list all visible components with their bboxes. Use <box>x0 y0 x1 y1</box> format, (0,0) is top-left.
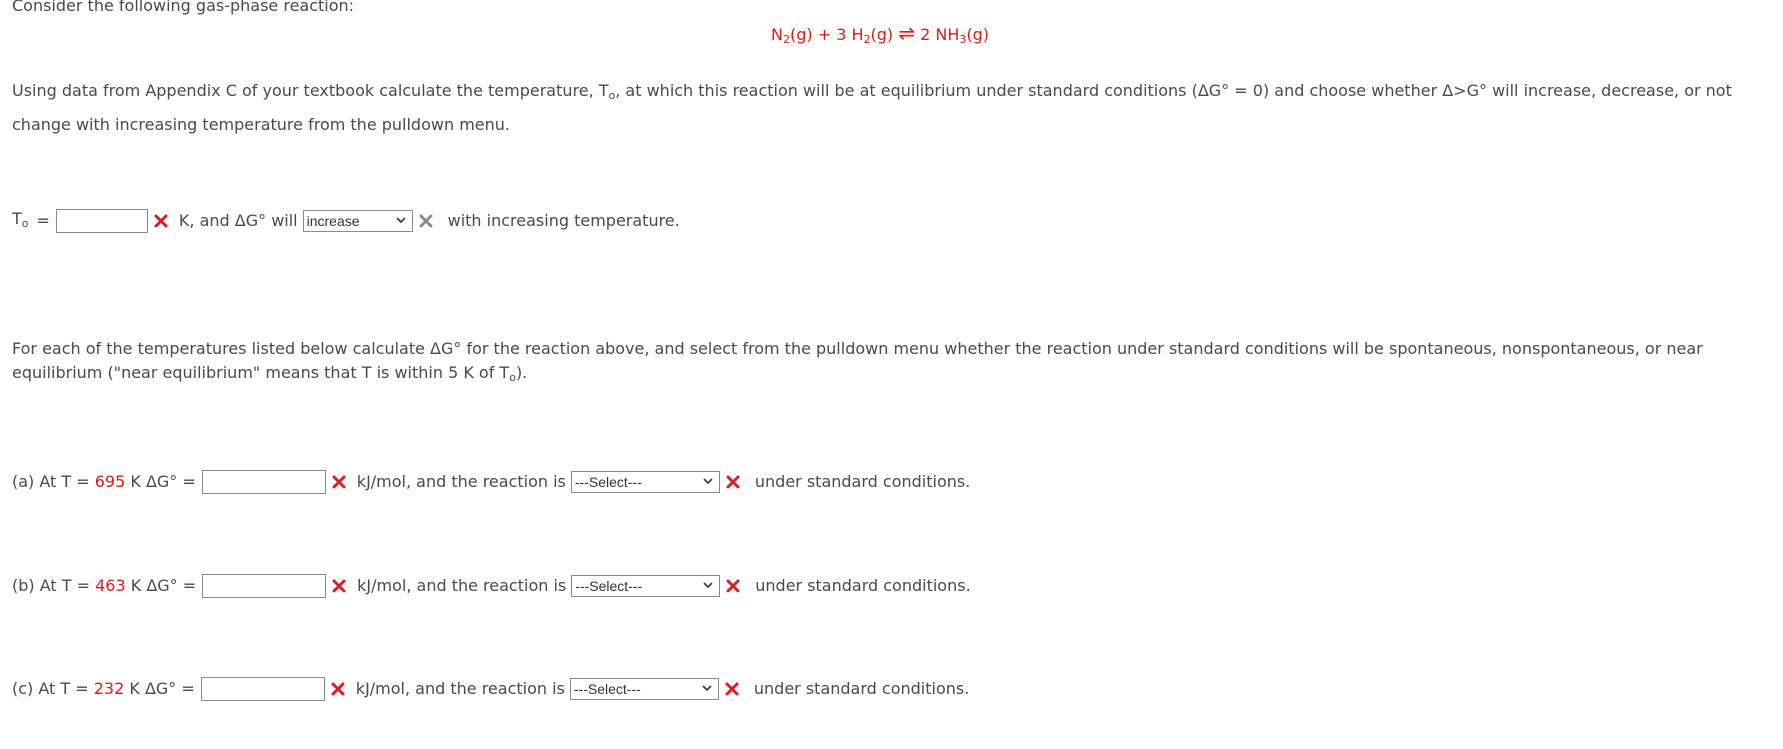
spontaneity-select-b[interactable]: ---Select--- <box>571 575 720 597</box>
question-row-a <box>12 468 970 496</box>
incorrect-x-icon <box>725 578 741 594</box>
question-units: kJ/mol, and the reaction is <box>356 472 566 491</box>
dg-input-b[interactable] <box>202 574 326 598</box>
question-prefix: (b) At T = <box>12 576 96 595</box>
question-tail: under standard conditions. <box>753 679 970 698</box>
question-tail: under standard conditions. <box>754 472 971 491</box>
question-prefix: (a) At T = <box>12 472 95 491</box>
chevron-down-icon <box>702 579 714 591</box>
t0-input[interactable] <box>56 209 148 233</box>
chevron-down-icon <box>702 475 714 487</box>
equilibrium-arrow-icon: ⇌ <box>898 21 915 45</box>
t0-equals: = <box>36 211 50 230</box>
incorrect-x-icon-grey <box>418 213 434 229</box>
t0-label: $T_o$ <box>12 208 29 230</box>
question-units: kJ/mol, and the reaction is <box>355 679 565 698</box>
question-row-b <box>12 572 971 600</box>
question-suffix: K ΔG° = <box>125 576 197 595</box>
chevron-down-icon <box>395 214 407 226</box>
question-temperature: 695 <box>94 472 126 491</box>
incorrect-x-icon <box>724 681 740 697</box>
question-prefix: (c) At T = <box>12 679 94 698</box>
dg-input-c[interactable] <box>201 677 325 701</box>
instructions-paragraph-2: For each of the temperatures listed below calculate ΔG° for the reaction above, and select from the pulldown menu whether the reaction under standard conditions will be spontaneous, nonspontaneous, or near equilibrium ("near equilibrium" means that T is within 5 K of $T_o$). <box>12 339 1703 384</box>
dg-input-a[interactable] <box>202 470 326 494</box>
question-row-c <box>12 675 969 703</box>
question-units: kJ/mol, and the reaction is <box>357 576 567 595</box>
question-temperature: 463 <box>95 576 126 595</box>
question-tail: under standard conditions. <box>755 576 971 595</box>
spontaneity-select-c[interactable]: ---Select--- <box>570 678 719 700</box>
incorrect-x-icon <box>330 681 346 697</box>
question-temperature: 232 <box>93 679 125 698</box>
t0-row <box>12 207 680 235</box>
incorrect-x-icon <box>725 474 741 490</box>
question-suffix: K ΔG° = <box>124 679 195 698</box>
incorrect-x-icon <box>331 578 347 594</box>
spontaneity-select-a[interactable]: ---Select--- <box>571 471 720 493</box>
reaction-equation: $N_2(g) + 3$ $H_2(g)$ ⇌ 2 $NH_3(g)$ <box>771 21 989 46</box>
instructions-paragraph-1: Using data from Appendix C of your textbook calculate the temperature, $T_o$, at which this reaction will be at equilibrium under standard conditions (ΔG° = 0) and choose whether Δ>G° will increase, decrease, or not change with increasing temperature from the pulldown menu. <box>12 81 1732 134</box>
chevron-down-icon <box>701 682 713 694</box>
question-suffix: K ΔG° = <box>125 472 196 491</box>
incorrect-x-icon <box>331 474 347 490</box>
dg-trend-select[interactable]: increase <box>303 210 413 232</box>
t0-suffix-text: with increasing temperature. <box>447 211 680 230</box>
incorrect-x-icon <box>153 213 169 229</box>
intro-text: Consider the following gas-phase reaction: <box>12 0 355 15</box>
t0-units-text: K, and ΔG° will <box>178 211 298 230</box>
